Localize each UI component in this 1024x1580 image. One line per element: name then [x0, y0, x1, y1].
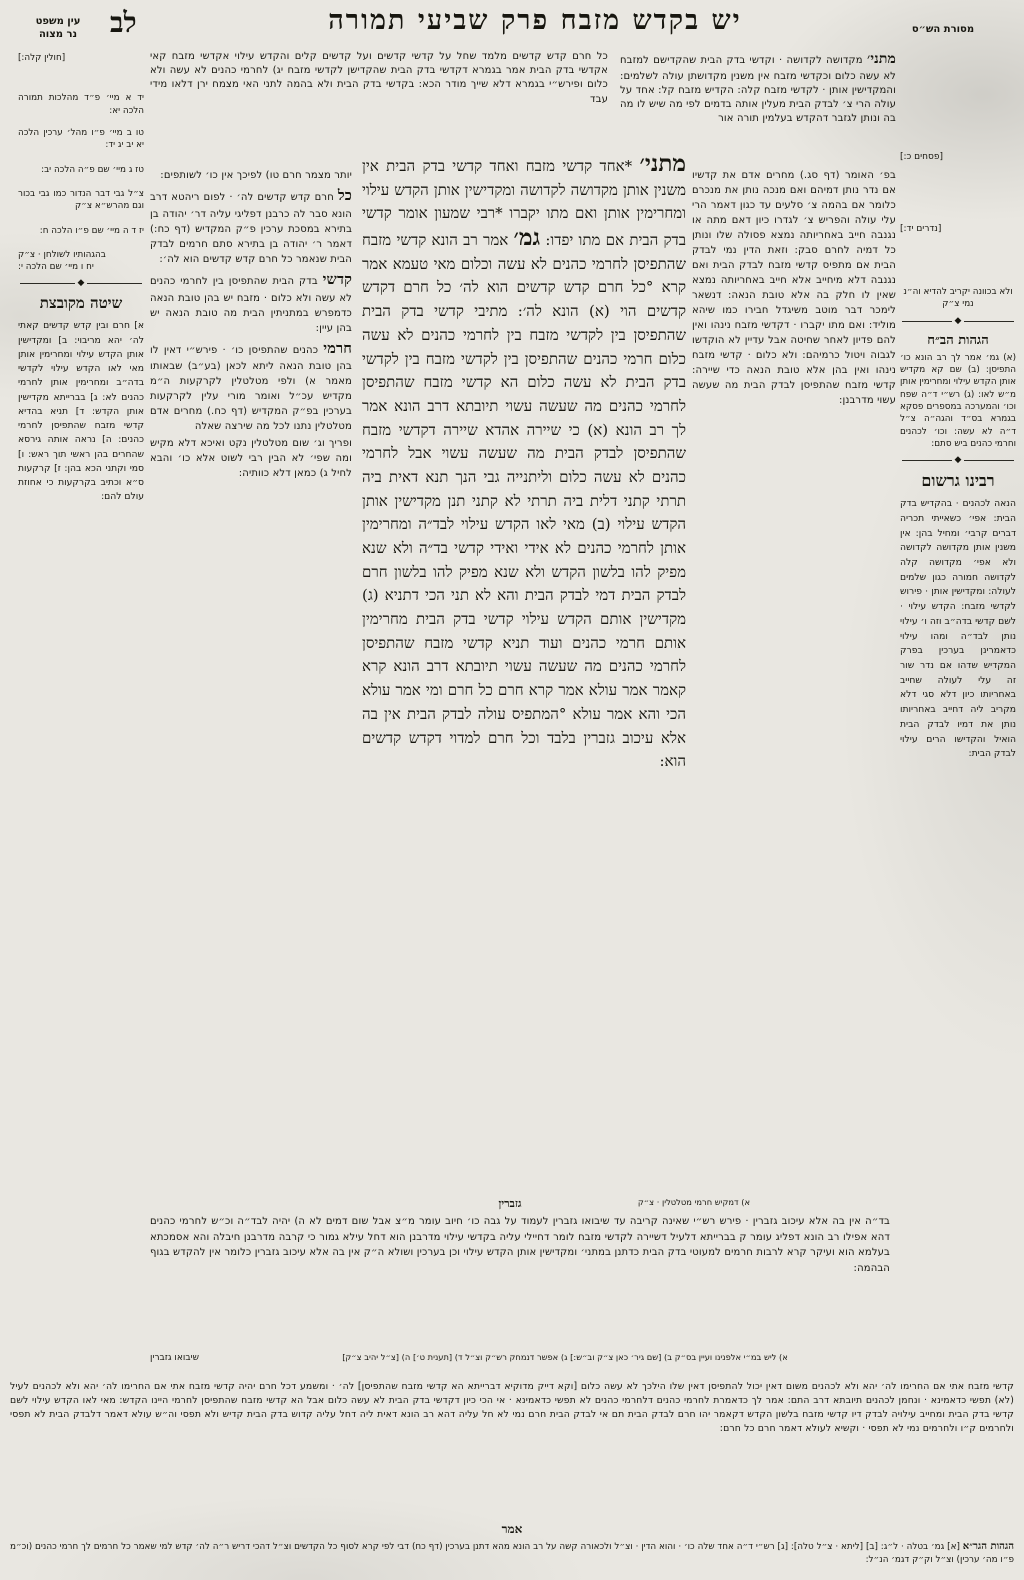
shita-mekubetzet-text: א] חרם ובין קדש קדשים קאתי לה׳ יהא מריבוי: ב] ומקדישין אותן הקדש עילוי ומחרימין אותן מאי לאו הקדש עילוי לקדשי בדה״ב ומחרימין אותן לחרמי כהנים לא: ג] בברייתא מקדישין אותן הקדש: ד] תניא בהדיא קדשי מזבח שהתפיסן לחרמי כהנים: ה] נראה אותה גירסא שהחרים בהן ראשי תוך ראש: ו] סמי וקתני הכא בהן: ז] קרקעות ס״א וכתיב בקרקעות כי אחוזת עולם להם:: [18, 320, 144, 503]
tosafot-dibur-hamatchil: כל: [337, 187, 352, 204]
ein-mishpat-header-label: [22, 16, 94, 41]
gemara-lead-word: גמ׳: [513, 224, 541, 252]
ein-mishpat-entry: צ״ל גבי דבר הנדור כמו גבי בכור וגם מהרש״א צ״ק: [18, 188, 144, 212]
rashi-column-text: בפ׳ האומר (דף סג.) מחרים אדם את קדשיו אם נדר נותן דמיהם ואם מנכה נותן את מנכרם כלומר אם בהמה צ׳ סלעים עד כגון דאמר הרי עלי עולה והפריש צ׳ לגדרו כיון דאם מתה או נגנבה חייב באחריותה נמצא פסולה שלו ונותן כל דמיה לחרם סבק: וזאת הדין נמי לבדק הבית אם מתפיס קדשי מזבח לבדק הבית ואם נגנבה דלא מיחייב אלא חייב באחריותה נמצא שאין לו חלק בה אלא טובת הנאה: דנשאר לימכר דבר מוטב משיגדל חבירו כמו שיהא מוליד: ואם מתו יקברו · דקדשי מזבח נינהו ואין להם פדיון לאחר שחיטה אבל עדיין לא הוקדשו לגבוה ויטול כרמיהם: ולא כלום · קדשי מזבח נינהו ואין בהן אלא טובת הנאה כדי שיירה: קדשי מזבח שהתפיסן לבדק הבית מה שעשה עשוי מדרבנן:: [692, 170, 896, 406]
ein-mishpat-label-line1: עין משפט: [35, 16, 81, 27]
hagahot-habach-title: הגהות הב״ח: [927, 332, 989, 348]
rabbeinu-gershom-bottom-block: [10, 1380, 1014, 1522]
tosafot-paragraph: [150, 185, 352, 267]
rabbeinu-gershom-column-text: הנאה לכהנים · בהקדיש בדק הבית: אפי׳ כשאייתי תכריה דברים קרבי׳ ומחיל בהן: אין משנין אותן מקדושה לקדושה ולא אפי׳ מקדושה קלה לקדושה חמורה כגון שלמים לעולה: ומקדישין אותן · פירוש לקדשי מזבח: הקדש עילוי · לשם קדשי בדה״ב וזה ו׳ עילוי נותן לבד״ה ומהו עילוי כדאמרינן בערכין בפרק המקדיש שדהו אם נדר שור זה עלי לעולה שחייב באחריותו כיון דלא סגי דלא מקריב ליה דחייב באחריותו נותן את דמיו לבדק הבית הואיל והקדישו הרים עילוי לבדק הבית:: [900, 498, 1016, 760]
mishnah-text: *אחד קדשי מזבח ואחד קדשי בדק הבית אין משנין אותן מקדושה לקדושה ומקדישין אותן הקדש עילוי ומחרימין אותן ואם מתו יקברו *רבי שמעון אומר קדשי בדק הבית אם מתו יפדו:: [362, 157, 686, 250]
tosafot-wide-text: בד״ה אין בה אלא עיכוב גזברין · פירש רש״י שאינה קריבה עד שיבואו גזברין לעמוד על גבה כו׳ חיוב עומר מ״צ אבל שום דמים לא ה) יהיה לבד״ה וכ״ש לחרמי כהנים דהא אפילו רב הונא דפליג עומר ק בברייתא דלעיל דשיירה לקדשי מזבח לומר דחיילי עליה בקדשי עילוי מדרבנן הוא דחל עילא גמור כי קרבה מדרבנן חיבלה והא אסמכתא בעלמא הוא ועיקר קרא לרבות חרמים למעוטי בדק הבית כדתנן במתני׳ ומקדישין אותן הקדש עילוי וכן בערכין ושולא ה״ק אין בה אלא עיכוב גזברין כלומר אין להקדש בגוף הבהמה:: [150, 1216, 890, 1274]
bracket-reference: [חולין קלה:]: [18, 53, 66, 63]
masoret-reference: [פסחים כ:]: [900, 152, 944, 162]
tosafot-paragraph-text: יותר מצמר חרם טו) לפיכך אין כו׳ לשותפים:: [160, 170, 352, 181]
ein-mishpat-label-line2: נר מצוה: [38, 28, 78, 40]
masoret-reference: [נדרים יד:]: [900, 224, 942, 234]
gemara-footnote: א) דמקיש חרמי מטלטלין · צ״ק: [637, 1197, 750, 1207]
footnote-catch: שיבואו גזברין: [150, 1353, 199, 1363]
hagahot-hagra-text: [א] גמ׳ בטלה · ל״ג: [ב] [ליתא · צ״ל טלה]: [ג] רש״י ד״ה אחד שלה כו׳ · והוא הדין · וצ״ל ולכאורה קשה על רב הונא מהא דתנן בערכין (דף כח) דבי לפי קרא לסוף כל הקדשים וצ״ל דהכי דריש ר״ה לה׳ קדש למי שאמר כל חרמים לך חרמי כהנים (וכ״מ פ״ו מה׳ ערכין) וצ״ל וק״ק דגמ׳ הנ״ל:: [10, 1542, 1014, 1565]
rashi-lead-word: מתני׳: [866, 51, 896, 67]
gemara-column: [362, 152, 686, 1186]
tosafot-column: [150, 168, 352, 1196]
divider-ornament-icon: ◆: [77, 278, 85, 289]
tosafot-paragraph: [150, 168, 352, 183]
rashi-column: [692, 168, 896, 1198]
section-divider: [20, 279, 142, 288]
gemara-text: אמר רב הונא קדשי מזבח שהתפיסן לחרמי כהנים לא עשה וכלום מאי טעמא אמר קרא °כל חרם קדש קדשים הוא לה׳ כל חרם דקדש קדשים הוי (א) הונא לה׳: מתיבי קדשי בדק הבית שהתפיסן בין לקדשי מזבח בין לחרמי כהנים לא עשה כלום חרמי כהנים שהתפיסן בין לקדשי מזבח בין לקדשי בדק הבית לא עשה כלום הא קדשי מזבח שהתפיסן לחרמי כהנים מה שעשה עשוי תיובתא דרב הונא אמר לך רב הונא (א) כי שיירה אהדא שיירה דקדשי מזבח שהתפיסן לבדק הבית מה שעשה עשוי אבל לחרמי כהנים לא עשה כלום וליתנייה גבי הנך תנא דאית ביה תרתי קתני דלית ביה תרתי לא קתני תנן מקדישין אותן הקדש עילוי (ב) מאי לאו הקדש עילוי לבד״ה ומחרימין אותן לחרמי כהנים לא אידי ואידי קדשי בד״ה ולא שנא מפיק להו בלשון הקדש ולא שנא מפיק להו בלשון חרם לבדק הבית דמי לבדק הבית והא לא תני הכי דתניא (ג) מקדישין אותם הקדש עילוי קדשי בדק הבית מחרימין אותם חרמי כהנים ועוד תניא קדשי מזבח שהתפיסן לחרמי כהנים מה שעשה עשוי תיובתא דרב הונא קרא קאמר אמר עולא אמר קרא חרם כל חרם ומי אמר עולא הכי והא אמר עולא °המתפיס עולה לבדק הבית אין בה אלא עיכוב גזברין בלבד וכל חרם למדוי דקדש קדשים הוא:: [362, 231, 686, 771]
ein-mishpat-entry: טו ב מיי׳ פ״ו מהל׳ ערכין הלכה יא יב יג יד:: [18, 127, 144, 151]
mishnah-lead-word: מתני׳: [639, 152, 686, 177]
hagahot-hagra-title: הגהות הגר״א: [962, 1541, 1014, 1552]
divider-ornament-icon: ◆: [954, 455, 962, 466]
hagahot-hagra-block: [10, 1540, 1014, 1574]
section-divider: [902, 317, 1014, 326]
shita-mekubetzet-title: שיטה מקובצת: [39, 294, 123, 313]
tosafot-paragraph: [150, 338, 352, 435]
page-title: יש בקדש מזבח פרק שביעי תמורה: [328, 5, 742, 36]
section-divider: [902, 456, 1014, 465]
footnote-line: [150, 1352, 890, 1364]
tosafot-paragraph: [150, 436, 352, 481]
rashi-top-strip: [620, 50, 896, 164]
divider-ornament-icon: ◆: [954, 315, 962, 326]
tosafot-paragraph: [150, 269, 352, 336]
catchword: אמר: [501, 1522, 523, 1536]
tosafot-wide-block: [150, 1214, 890, 1344]
tosafot-paragraph-text: חרם קדש קדשים לה׳ · לפום ריהטא דרב הונא סבר לה כרבנן דפליגי עליה דר׳ יהודה בן בתירא במסכת ערכין פ״ק המקדיש (דף כח:) דאמר ר׳ יהודה בן בתירא סתם חרמים לבדק הבית שנאמר כל חרם קדש קדשים הוא לה׳:: [150, 192, 352, 265]
masoret-hashas-header-label: מסורת הש״ס: [911, 24, 975, 35]
tosafot-dibur-hamatchil: קדשי: [322, 270, 352, 288]
tosafot-paragraph-text: בדק הבית שהתפיסן בין לחרמי כהנים לא עשה ולא כלום · מזבח יש בהן טובת הנאה כדמפרש במתניתין הבית מה טובת הנאה יש בהן עיין:: [150, 275, 352, 334]
masoret-note: ולא בכוונה יקריב להדיא וה״נ נמי צ״ק: [903, 287, 1013, 310]
ein-mishpat-entry: יח ו מיי׳ שם הלכה י:: [18, 262, 94, 273]
daf-number: לב: [110, 6, 137, 39]
footnote-markers: א) ליש במ״י אלפנינו ועיין בס״ק ב) [שם גיר׳ כאן צ״ק וב״ש:] ג) אפשר דנמחק רש״ק וצ״ל ד) [תענית ט׳] ה) [צ״ל יהיב צ״ק]: [342, 1352, 788, 1362]
rashi-strip-text: מקדושה לקדושה · וקדשי בדק הבית שהקדישם למזבח לא עשה כלום וכקדשי מזבח אין משנין מקדושתן עולה לשלמים: והמקדישין אותן · לקדשי מזבח קלה: הקדיש מזבח קל: אחד על עולה הרי צ׳ לבדק הבית מעלין אותה בדמים לפי מה שיש לו מה בה ונותן לגזבר דהקדש בעלמין תורה אור: [620, 55, 896, 125]
ein-mishpat-entry: בהגהותיו לשולחן · צ״ק: [18, 249, 106, 260]
right-margin-column: [900, 52, 1016, 1352]
ein-mishpat-entry: טז ג מיי׳ שם פ״ה הלכה יב:: [41, 164, 144, 175]
hagahot-habach-text: (א) גמ׳ אמר לך רב הונא כו׳ התפיסן: (ב) שם קא מקדיש אותן הקדש עילוי ומחרימין אותן מ״ש לאו: (ג) רש״י ד״ה שפח וכו׳ והמערכה במספרים פסקא בגמרא בס״ד והגה״ה צ״ל ד״ה לא עשה: וכו׳ לכהנים וחרמי כהנים ביש סתם:: [900, 352, 1016, 449]
left-margin-column: [18, 52, 144, 1352]
tosafot-dibur-hamatchil: חרמי: [323, 339, 352, 357]
tosafot-strip-text: כל חרם קדש קדשים מלמד שחל על קדשי קדשים ועל קדשים קלים והקדש עילוי אקדשי מזבח קאי אקדשי בדק הבית אמר בגמרא דקדשי בדק הבית שהקדישן לקדשי מזבח יג) לחרמי כהנים לא עשה ולא כלום ופירש״י בגמרא דלא שייך מודר הכא: בקדשי בדק הבית ולא בהמה לתני האי מצמח ירן דלאו מידי עבד: [150, 51, 608, 105]
rabbeinu-gershom-bottom-text: קדשי מזבח אתי אם החרימו לה׳ יהא ולא לכהנים משום דאין יכול להתפיסן דאין שלו הילכך לא עשה כלום [וקא דייק מדוקיא דברייתא הא קדשי מזבח שהתפיסן] לה׳ · ומשמע דכל חרם יהיה קדשי מזבח אתי אם החרימו לה׳ יהא ולא לכהנים לעיל (לא) תפשי כדאמינא · ונחמן לכהנים תיובתא דרב התם: אמר לך כדאמרת לחרמי כהנים דלחרמי כהנים לא תפשי כדאמינא · אי הכי כיון דקדשי בדק הבית לא עשה כלום אבל הא קדשי מזבח שהתפיסן לחרמי היינו הקדש: מאי לאו הקדש עילוי לשם קדשי בדק הבית ומחייב עילויה לבדק דיו קדשי מזבח בלשון הקדש דקאמר יהו חרם לבדק הבית תם אי לבדק הבית חרם נמי לא חל עליה דהא רב הונא דאית ליה דחל עליה קדוש בדק הבית קדיש ולא תפסי וה״ש עולא דאמר דלבדק הבית לא תפסי ולחרמים ק״ו ולחרמים נמי לא תפסי · וקשיא לעולא דאמר חרם כל חרם:: [10, 1381, 1014, 1434]
tosafot-top-strip: [150, 50, 608, 164]
continuation-word: גזברין: [498, 1197, 522, 1210]
ein-mishpat-entry: יד א מיי׳ פ״ד מהלכות תמורה הלכה יא:: [18, 93, 144, 116]
tosafot-paragraph-text: כהנים שהתפיסן כו׳ · פירש״י דאין לו בהן טובת הנאה ליתא לכאן (בע״ב) שבאותו מאמר א) ולפי מטלטלין לקרקעות ה״מ מקדיש עכ״ל ואומר מורי עלין לקרקעות בערכין בפ״ק המקדיש (דף כח.) מחרים אדם מטלטלין נתנו לכל מה שירצה שאלה: [150, 344, 352, 433]
tosafot-paragraph-text: ופריך וג׳ שום מטלטלין נקט ואיכא דלא מקיש ומה שפי׳ לא הבין רבי לשוט אלא כו׳ והבא לחיל ג) כמאן דלא כוותיה:: [150, 438, 352, 480]
rabbeinu-gershom-title: רבינו גרשום: [921, 471, 995, 491]
ein-mishpat-entry: יז ד ה מיי׳ שם פ״ו הלכה ח:: [39, 225, 144, 236]
